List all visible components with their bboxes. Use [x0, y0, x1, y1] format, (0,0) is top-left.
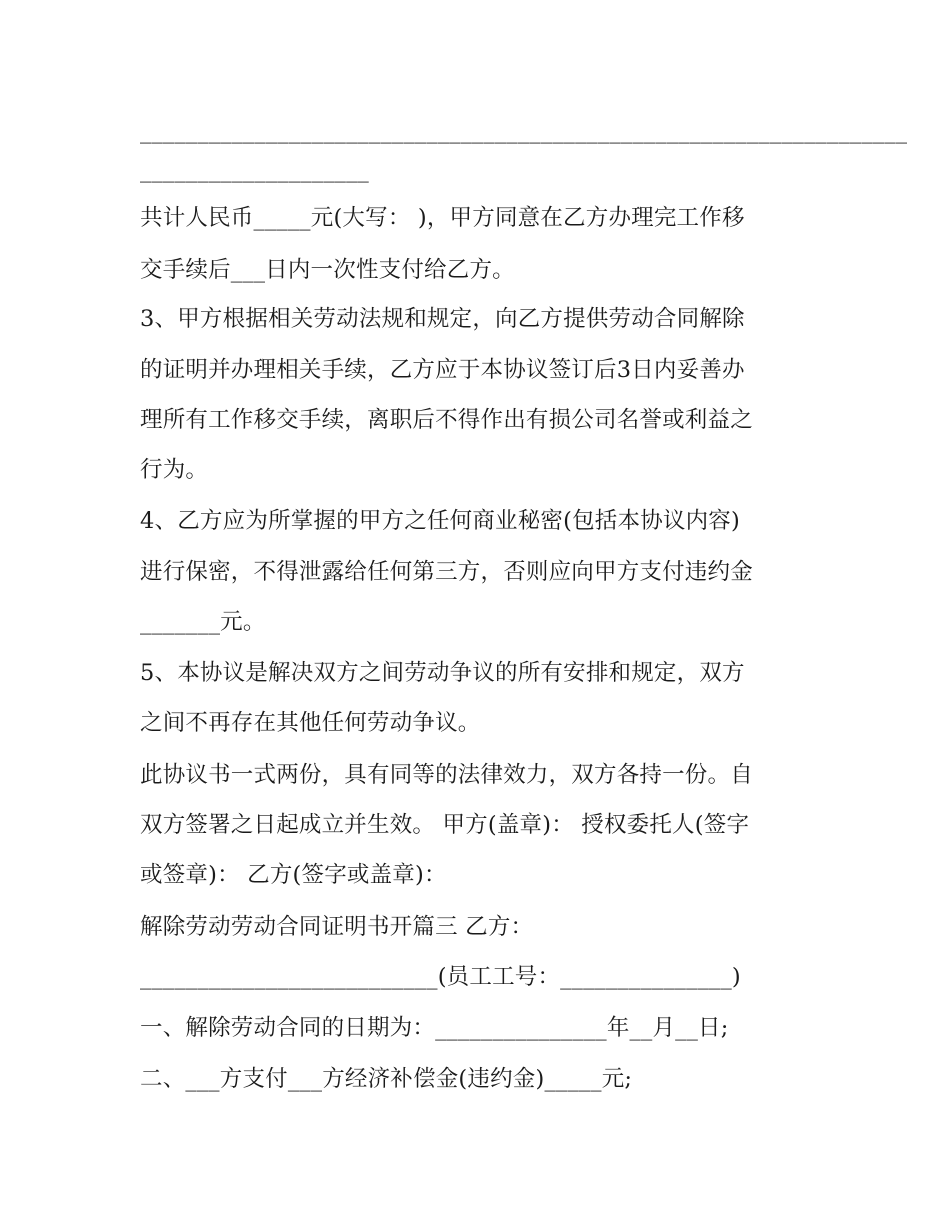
clause-3-line: 理所有工作移交手续，离职后不得作出有损公司名誉或利益之 [140, 407, 753, 433]
clause-4-line: _______元。 [140, 609, 266, 635]
clause-3-line: 的证明并办理相关手续，乙方应于本协议签订后3日内妥善办 [140, 357, 745, 383]
closing-line: 双方签署之日起成立并生效。 甲方(盖章)： 授权委托人(签字 [140, 812, 750, 838]
clause-3-line: 行为。 [140, 457, 209, 483]
clause-3-line: 3、甲方根据相关劳动法规和规定，向乙方提供劳动合同解除 [140, 306, 745, 332]
paragraph-line: 共计人民币_____元(大写： )，甲方同意在乙方办理完工作移 [140, 205, 745, 231]
closing-line: 此协议书一式两份，具有同等的法律效力，双方各持一份。自 [140, 762, 753, 788]
termination-date-line: 一、解除劳动合同的日期为：_______________年__月__日; [140, 1015, 729, 1041]
clause-5-line: 之间不再存在其他任何劳动争议。 [140, 710, 481, 736]
section-heading: 解除劳动劳动合同证明书开篇三 乙方： [140, 914, 534, 940]
paragraph-line: 交手续后___日内一次性支付给乙方。 [140, 257, 515, 283]
clause-4-line: 进行保密，不得泄露给任何第三方，否则应向甲方支付违约金 [140, 559, 753, 585]
clause-4-line: 4、乙方应为所掌握的甲方之任何商业秘密(包括本协议内容) [140, 508, 740, 534]
clause-5-line: 5、本协议是解决双方之间劳动争议的所有安排和规定，双方 [140, 660, 745, 686]
employee-field-line: __________________________(员工工号：_______________) [140, 964, 741, 990]
compensation-line: 二、___方支付___方经济补偿金(违约金)_____元; [140, 1066, 633, 1092]
closing-line: 或签章)： 乙方(签字或盖章)： [140, 862, 447, 888]
blank-line-rule: ____________________ [140, 157, 369, 183]
blank-line-rule: ___________________________________________________________________ [140, 118, 908, 144]
